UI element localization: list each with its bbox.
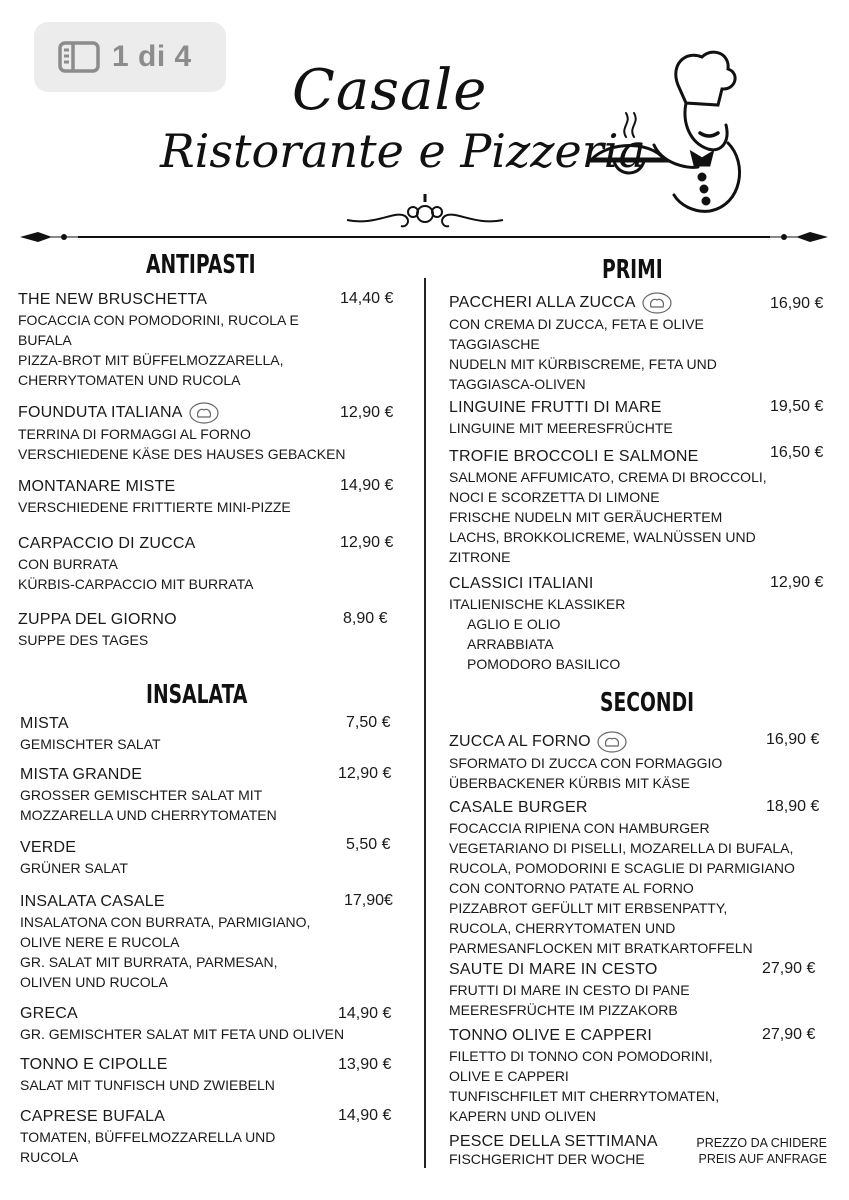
- header-divider: [18, 228, 830, 251]
- item-desc: INSALATONA CON BURRATA, PARMIGIANO,: [20, 914, 311, 930]
- item-desc: CON BURRATA: [18, 556, 118, 572]
- item-desc: TUNFISCHFILET MIT CHERRYTOMATEN,: [449, 1088, 720, 1104]
- item-name: CLASSICI ITALIANI: [449, 575, 594, 592]
- item-price: 14,90 €: [340, 477, 394, 494]
- item-price: 19,50 €: [770, 398, 824, 415]
- item-desc: BUFALA: [18, 332, 72, 348]
- menu-item: [449, 398, 673, 438]
- item-price: 7,50 €: [346, 714, 391, 731]
- column-divider: [424, 278, 426, 1168]
- item-desc: VERSCHIEDENE KÄSE DES HAUSES GEBACKEN: [18, 446, 346, 462]
- item-desc: PIZZA-BROT MIT BÜFFELMOZZARELLA,: [18, 352, 284, 368]
- chef-hat-icon: [189, 402, 219, 424]
- price-on-request: [696, 1135, 827, 1167]
- menu-item: [449, 960, 690, 1020]
- item-desc: NUDELN MIT KÜRBISCREME, FETA UND: [449, 356, 717, 372]
- item-desc: TOMATEN, BÜFFELMOZZARELLA UND: [20, 1129, 276, 1145]
- item-desc: FISCHGERICHT DER WOCHE: [449, 1151, 645, 1167]
- item-name: ZUCCA AL FORNO: [449, 733, 591, 750]
- menu-item: [449, 1132, 658, 1166]
- item-desc: ÜBERBACKENER KÜRBIS MIT KÄSE: [449, 775, 690, 791]
- item-price: 14,40 €: [340, 290, 394, 307]
- item-desc: OLIVE E CAPPERI: [449, 1068, 569, 1084]
- item-price: 12,90 €: [770, 574, 824, 591]
- menu-item: [20, 765, 277, 825]
- menu-item: [18, 402, 346, 464]
- menu-item: [449, 1026, 719, 1126]
- item-desc: KÜRBIS-CARPACCIO MIT BURRATA: [18, 576, 254, 592]
- item-desc: FRISCHE NUDELN MIT GERÄUCHERTEM: [449, 509, 723, 525]
- item-name: GRECA: [20, 1005, 78, 1022]
- item-desc: SALMONE AFFUMICATO, CREMA DI BROCCOLI,: [449, 469, 767, 485]
- item-price: 16,90 €: [770, 295, 824, 312]
- item-desc: PARMESANFLOCKEN MIT BRATKARTOFFELN: [449, 940, 753, 956]
- item-name: MISTA GRANDE: [20, 766, 143, 783]
- item-name: INSALATA CASALE: [20, 893, 165, 910]
- item-desc: TAGGIASCHE: [449, 336, 540, 352]
- item-desc: RUCOLA, POMODORINI E SCAGLIE DI PARMIGIANO: [449, 860, 795, 876]
- item-price: 8,90 €: [343, 610, 388, 627]
- item-desc: PIZZABROT GEFÜLLT MIT ERBSENPATTY,: [449, 900, 728, 916]
- item-desc: GEMISCHTER SALAT: [20, 736, 161, 752]
- item-desc: GRÜNER SALAT: [20, 860, 128, 876]
- item-desc: RUCOLA: [20, 1149, 79, 1165]
- item-desc: MEERESFRÜCHTE IM PIZZAKORB: [449, 1002, 678, 1018]
- item-desc: TERRINA DI FORMAGGI AL FORNO: [18, 426, 251, 442]
- menu-item: [20, 1107, 275, 1167]
- section-title-primi: PRIMI: [602, 255, 663, 285]
- item-price: 12,90 €: [340, 534, 394, 551]
- item-desc: LACHS, BROKKOLICREME, WALNÜSSEN UND: [449, 529, 756, 545]
- logo-subtitle: Ristorante e Pizzeria: [160, 124, 646, 178]
- price-note-de: PREIS AUF ANFRAGE: [698, 1152, 827, 1166]
- chef-waiter-icon: [590, 45, 750, 225]
- item-name: FOUNDUTA ITALIANA: [18, 404, 183, 421]
- section-title-secondi: SECONDI: [600, 688, 695, 718]
- item-desc: CON CREMA DI ZUCCA, FETA E OLIVE: [449, 316, 704, 332]
- item-desc: KAPERN UND OLIVEN: [449, 1108, 597, 1124]
- item-desc: VERSCHIEDENE FRITTIERTE MINI-PIZZE: [18, 499, 291, 515]
- item-name: ZUPPA DEL GIORNO: [18, 611, 177, 628]
- item-desc: FOCACCIA CON POMODORINI, RUCOLA E: [18, 312, 299, 328]
- item-name: MONTANARE MISTE: [18, 478, 176, 495]
- logo-casale: Casale: [292, 58, 488, 123]
- item-name: TONNO E CIPOLLE: [20, 1056, 168, 1073]
- item-name: VERDE: [20, 839, 77, 856]
- menu-item: [449, 447, 767, 567]
- chef-hat-icon: [642, 292, 672, 314]
- menu-item: [20, 714, 161, 754]
- menu-item: [18, 534, 253, 594]
- item-desc: NOCI E SCORZETTA DI LIMONE: [449, 489, 660, 505]
- menu-item: [449, 574, 625, 674]
- item-name: THE NEW BRUSCHETTA: [18, 291, 208, 308]
- item-desc: RUCOLA, CHERRYTOMATEN UND: [449, 920, 676, 936]
- item-price: 17,90€: [344, 892, 393, 909]
- item-price: 12,90 €: [340, 404, 394, 421]
- item-desc: GROSSER GEMISCHTER SALAT MIT: [20, 787, 263, 803]
- item-desc: SFORMATO DI ZUCCA CON FORMAGGIO: [449, 755, 723, 771]
- menu-item: [449, 731, 722, 793]
- menu-item: [20, 1055, 275, 1095]
- item-desc: MOZZARELLA UND CHERRYTOMATEN: [20, 807, 277, 823]
- price-note-it: PREZZO DA CHIDERE: [696, 1136, 827, 1150]
- item-desc: GR. GEMISCHTER SALAT MIT FETA UND OLIVEN: [20, 1026, 345, 1042]
- item-sub: POMODORO BASILICO: [467, 656, 621, 672]
- item-name: CARPACCIO DI ZUCCA: [18, 535, 196, 552]
- item-desc: ZITRONE: [449, 549, 511, 565]
- item-name: CAPRESE BUFALA: [20, 1108, 166, 1125]
- item-name: PACCHERI ALLA ZUCCA: [449, 294, 636, 311]
- item-name: LINGUINE FRUTTI DI MARE: [449, 399, 662, 416]
- page-counter-badge[interactable]: [34, 22, 226, 92]
- section-title-antipasti: ANTIPASTI: [146, 250, 256, 280]
- item-price: 27,90 €: [762, 1026, 816, 1043]
- menu-item: [449, 292, 717, 394]
- menu-item: [449, 798, 795, 958]
- item-desc: OLIVEN UND RUCOLA: [20, 974, 168, 990]
- menu-item: [20, 1004, 344, 1044]
- item-desc: GR. SALAT MIT BURRATA, PARMESAN,: [20, 954, 278, 970]
- item-desc: FRUTTI DI MARE IN CESTO DI PANE: [449, 982, 690, 998]
- pages-icon: [58, 41, 100, 73]
- item-price: 13,90 €: [338, 1056, 392, 1073]
- item-desc: SALAT MIT TUNFISCH UND ZWIEBELN: [20, 1077, 275, 1093]
- item-desc: LINGUINE MIT MEERESFRÜCHTE: [449, 420, 673, 436]
- item-name: SAUTE DI MARE IN CESTO: [449, 961, 658, 978]
- menu-item: [20, 892, 310, 992]
- item-price: 12,90 €: [338, 765, 392, 782]
- item-desc: FILETTO DI TONNO CON POMODORINI,: [449, 1048, 713, 1064]
- item-name: TROFIE BROCCOLI E SALMONE: [449, 448, 699, 465]
- item-price: 18,90 €: [766, 798, 820, 815]
- section-title-insalata: INSALATA: [146, 680, 248, 710]
- item-desc: FOCACCIA RIPIENA CON HAMBURGER: [449, 820, 710, 836]
- page-counter-text: 1 di 4: [112, 40, 192, 73]
- item-price: 14,90 €: [338, 1005, 392, 1022]
- item-price: 16,90 €: [766, 731, 820, 748]
- item-price: 14,90 €: [338, 1107, 392, 1124]
- item-sub: AGLIO E OLIO: [467, 616, 561, 632]
- item-price: 16,50 €: [770, 444, 824, 461]
- item-desc: CON CONTORNO PATATE AL FORNO: [449, 880, 694, 896]
- item-desc: OLIVE NERE E RUCOLA: [20, 934, 180, 950]
- menu-item: [20, 838, 128, 878]
- item-name: TONNO OLIVE E CAPPERI: [449, 1027, 653, 1044]
- item-desc: TAGGIASCA-OLIVEN: [449, 376, 586, 392]
- item-name: PESCE DELLA SETTIMANA: [449, 1133, 658, 1150]
- item-price: 5,50 €: [346, 836, 391, 853]
- menu-item: [18, 610, 177, 650]
- item-price: 27,90 €: [762, 960, 816, 977]
- item-name: MISTA: [20, 715, 69, 732]
- menu-item: [18, 477, 291, 517]
- item-sub: ARRABBIATA: [467, 636, 554, 652]
- item-desc: SUPPE DES TAGES: [18, 632, 149, 648]
- item-desc: ITALIENISCHE KLASSIKER: [449, 596, 626, 612]
- chef-hat-icon: [597, 731, 627, 753]
- menu-item: [18, 290, 299, 390]
- item-desc: CHERRYTOMATEN UND RUCOLA: [18, 372, 241, 388]
- item-desc: VEGETARIANO DI PISELLI, MOZARELLA DI BUFALA,: [449, 840, 794, 856]
- item-name: CASALE BURGER: [449, 799, 588, 816]
